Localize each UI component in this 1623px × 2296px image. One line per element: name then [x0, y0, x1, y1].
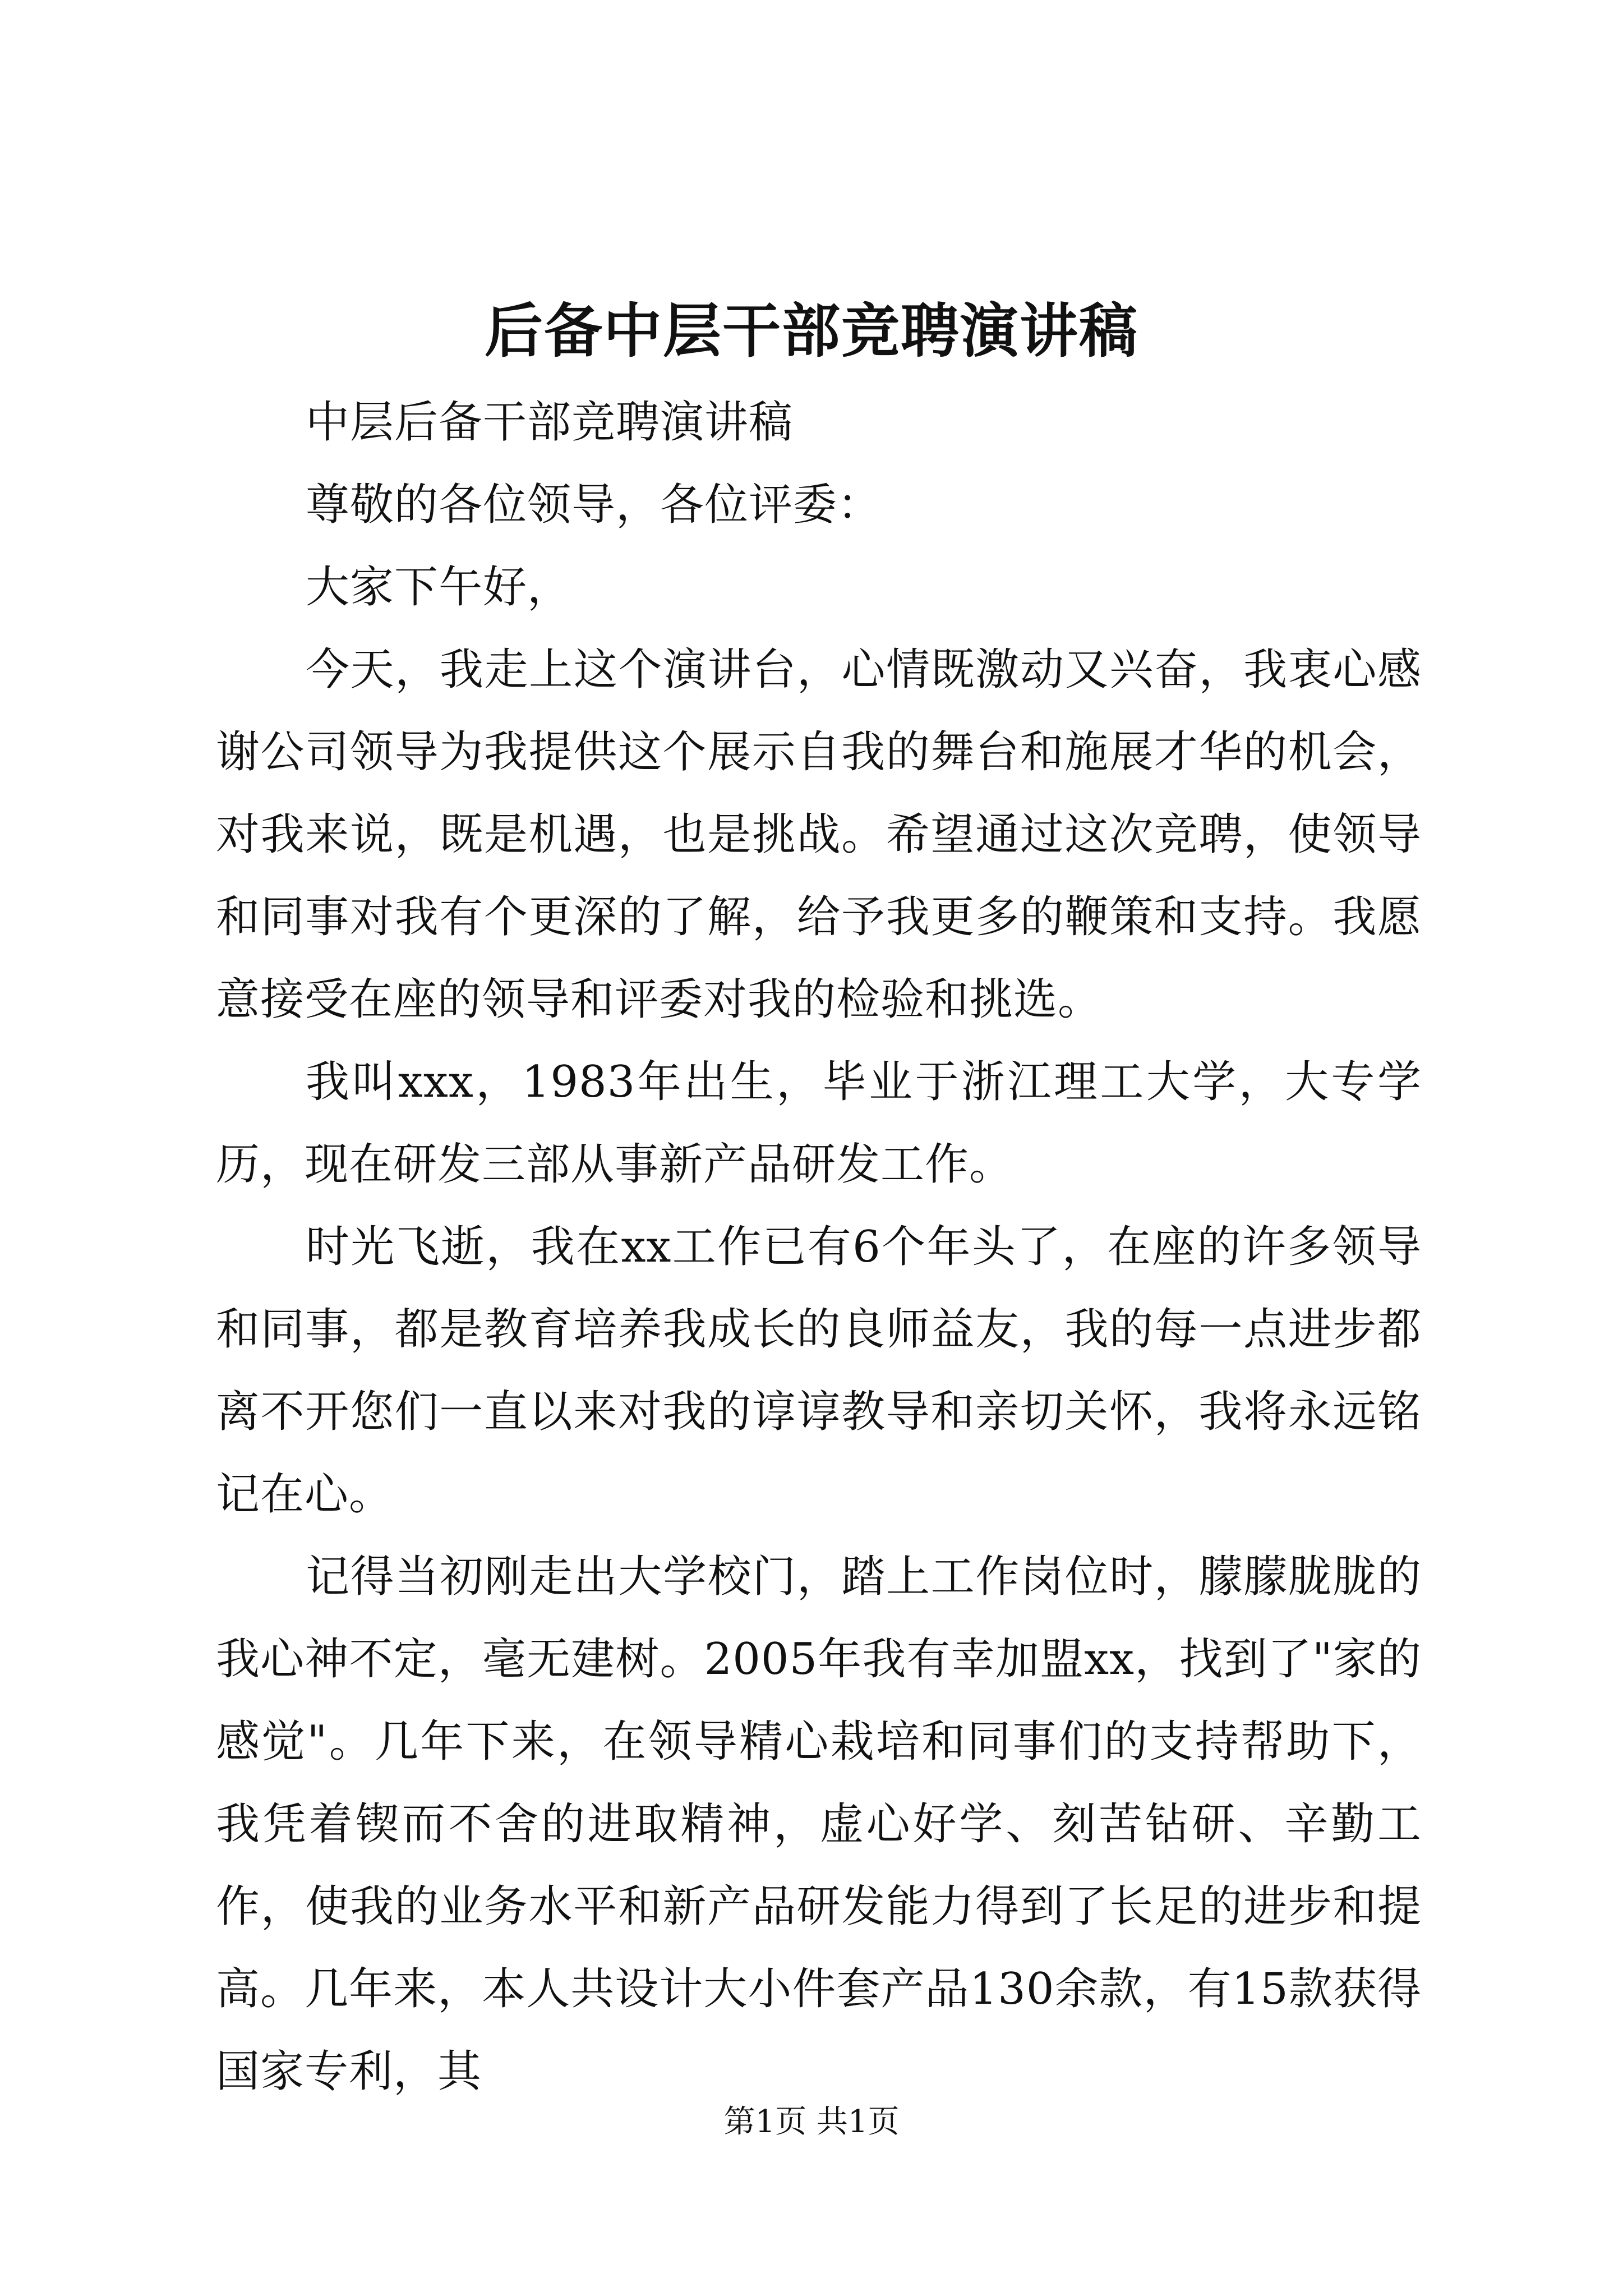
paragraph-greeting: 大家下午好，: [306, 562, 572, 613]
document-body: [216, 381, 1422, 2113]
paragraph-body: 我叫xxx，1983年出生，毕业于浙江理工大学，大专学历，现在研发三部从事新产品研发工作。: [216, 1057, 1422, 1190]
page-footer: 第1页 共1页: [723, 2104, 900, 2140]
paragraph-body: 今天，我走上这个演讲台，心情既激动又兴奋，我衷心感谢公司领导为我提供这个展示自我的舞台和施展才华的机会，对我来说，既是机遇，也是挑战。希望通过这次竞聘，使领导和同事对我有个更深的了解，给予我更多的鞭策和支持。我愿意接受在座的领导和评委对我的检验和挑选。: [216, 645, 1422, 1025]
paragraph-salutation: 尊敬的各位领导，各位评委：: [306, 480, 882, 530]
paragraph-body: 记得当初刚走出大学校门，踏上工作岗位时，朦朦胧胧的我心神不定，毫无建树。2005年我有幸加盟xx，找到了"家的感觉"。几年下来，在领导精心栽培和同事们的支持帮助下，我凭着锲而不舍的进取精神，虚心好学、刻苦钻研、辛勤工作，使我的业务水平和新产品研发能力得到了长足的进步和提高。几年来，本人共设计大小件套产品130余款，有15款获得国家专利，其: [216, 1552, 1422, 2097]
paragraph-subtitle: 中层后备干部竞聘演讲稿: [306, 397, 794, 448]
document-title: 后备中层干部竞聘演讲稿: [484, 296, 1138, 365]
paragraph-body: 时光飞逝，我在xx工作已有6个年头了，在座的许多领导和同事，都是教育培养我成长的良师益友，我的每一点进步都离不开您们一直以来对我的谆谆教导和亲切关怀，我将永远铭记在心。: [216, 1222, 1422, 1520]
